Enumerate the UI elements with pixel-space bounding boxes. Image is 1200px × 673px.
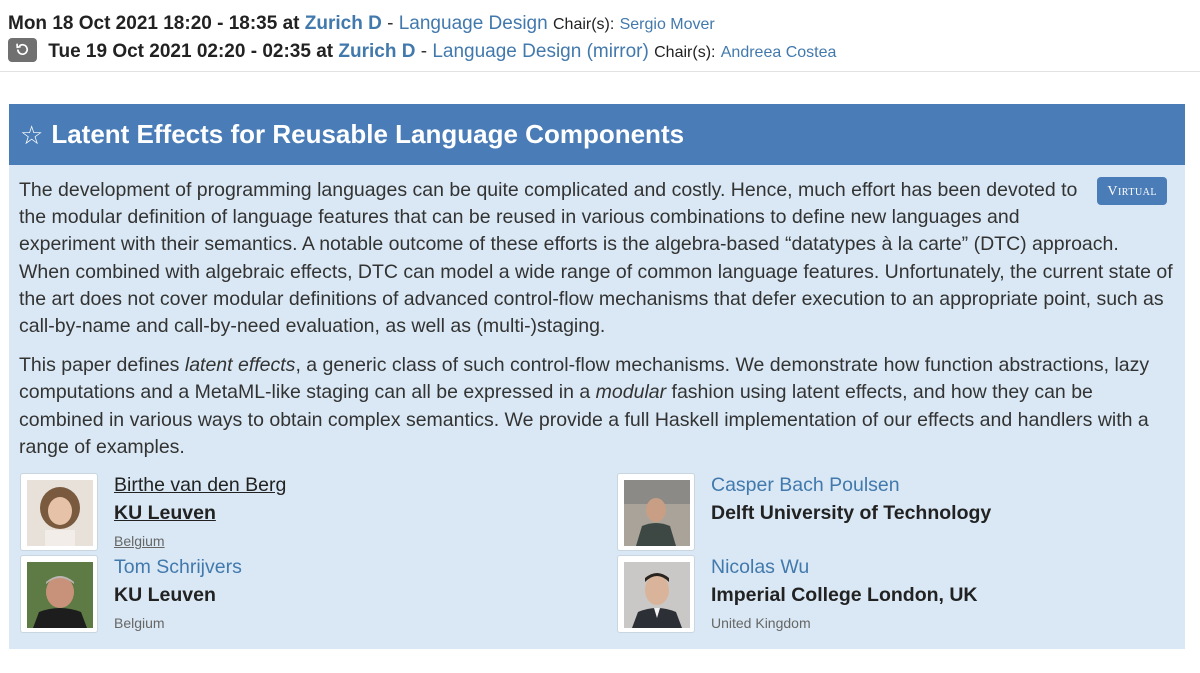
abstract-text: The development of programming languages can be quite complicated and costly. Hence, much effort has been devoted to the modular definition of language features that can be reused in various combinations to define new languages and experiment with their semantics. A notable outcome of these efforts is the algebra-based “datatypes à la carte” (DTC) approach. When combined with algebraic effects, DTC can model a wide range of common language features. Unfortunately, the current state of the art does not cover modular definitions of advanced control-flow mechanisms that defer execution to an appropriate point, such as call-by-name and call-by-need evaluation, as well as (multi-)staging.: [19, 179, 1173, 338]
schedule-date: Tue 19 Oct 2021 02:20 - 02:35: [48, 41, 311, 62]
abstract-emphasis: modular: [595, 381, 667, 404]
author-affiliation: KU Leuven: [114, 584, 216, 606]
author-name[interactable]: Tom Schrijvers: [114, 556, 242, 578]
author-country[interactable]: Belgium: [114, 533, 165, 549]
chair-link[interactable]: Sergio Mover: [619, 16, 715, 33]
session-link[interactable]: Language Design (mirror): [432, 41, 649, 62]
abstract-emphasis: latent effects: [184, 354, 296, 377]
abstract-paragraph-2: [19, 352, 1175, 461]
author-affiliation: Imperial College London, UK: [711, 584, 978, 606]
author-country: Belgium: [114, 615, 165, 631]
author-photo[interactable]: [20, 473, 98, 551]
star-icon[interactable]: ☆: [20, 119, 44, 150]
author-affiliation[interactable]: KU Leuven: [114, 502, 216, 524]
separator: -: [420, 41, 428, 62]
schedule-line-2: [8, 38, 1192, 66]
abstract-text: , a generic class of such control-flow mechanisms. We demonstrate how function abstractions, lazy computations and a MetaML-like staging can all be expressed in a: [19, 354, 1150, 404]
abstract-paragraph-1: [19, 177, 1175, 340]
session-link[interactable]: Language Design: [398, 13, 548, 34]
chair-label: Chair(s):: [654, 44, 716, 61]
abstract-text: fashion using latent effects, and how they can be combined in various ways to obtain complex semantics. We provide a full Haskell implementation of our effects and handlers with a range of examples.: [19, 381, 1149, 458]
paper-card: [9, 104, 1185, 649]
paper-header: [9, 104, 1185, 165]
author-card: [20, 555, 580, 637]
author-name[interactable]: Casper Bach Poulsen: [711, 474, 900, 496]
author-card: [617, 473, 1177, 555]
paper-title: Latent Effects for Reusable Language Components: [51, 119, 685, 149]
author-photo[interactable]: [617, 555, 695, 633]
chair-label: Chair(s):: [552, 16, 615, 33]
paper-abstract: [9, 165, 1185, 461]
author-photo[interactable]: [20, 555, 98, 633]
virtual-badge: Virtual: [1097, 177, 1167, 205]
location-link[interactable]: Zurich D: [304, 13, 382, 34]
author-name[interactable]: Birthe van den Berg: [114, 474, 287, 496]
separator: -: [387, 13, 394, 34]
author-name[interactable]: Nicolas Wu: [711, 556, 810, 578]
schedule-at: at: [316, 41, 334, 62]
history-icon[interactable]: [8, 38, 37, 62]
chair-link[interactable]: Andreea Costea: [720, 44, 837, 61]
schedule-block: [0, 0, 1200, 72]
schedule-at: at: [282, 13, 300, 34]
schedule-date: Mon 18 Oct 2021 18:20 - 18:35: [8, 13, 278, 34]
author-card: [20, 473, 580, 555]
author-affiliation: Delft University of Technology: [711, 502, 992, 524]
author-photo[interactable]: [617, 473, 695, 551]
location-link[interactable]: Zurich D: [338, 41, 416, 62]
author-card: [617, 555, 1177, 637]
author-country: United Kingdom: [711, 615, 811, 631]
abstract-text: This paper defines: [19, 354, 185, 377]
schedule-line-1: [8, 10, 1192, 38]
